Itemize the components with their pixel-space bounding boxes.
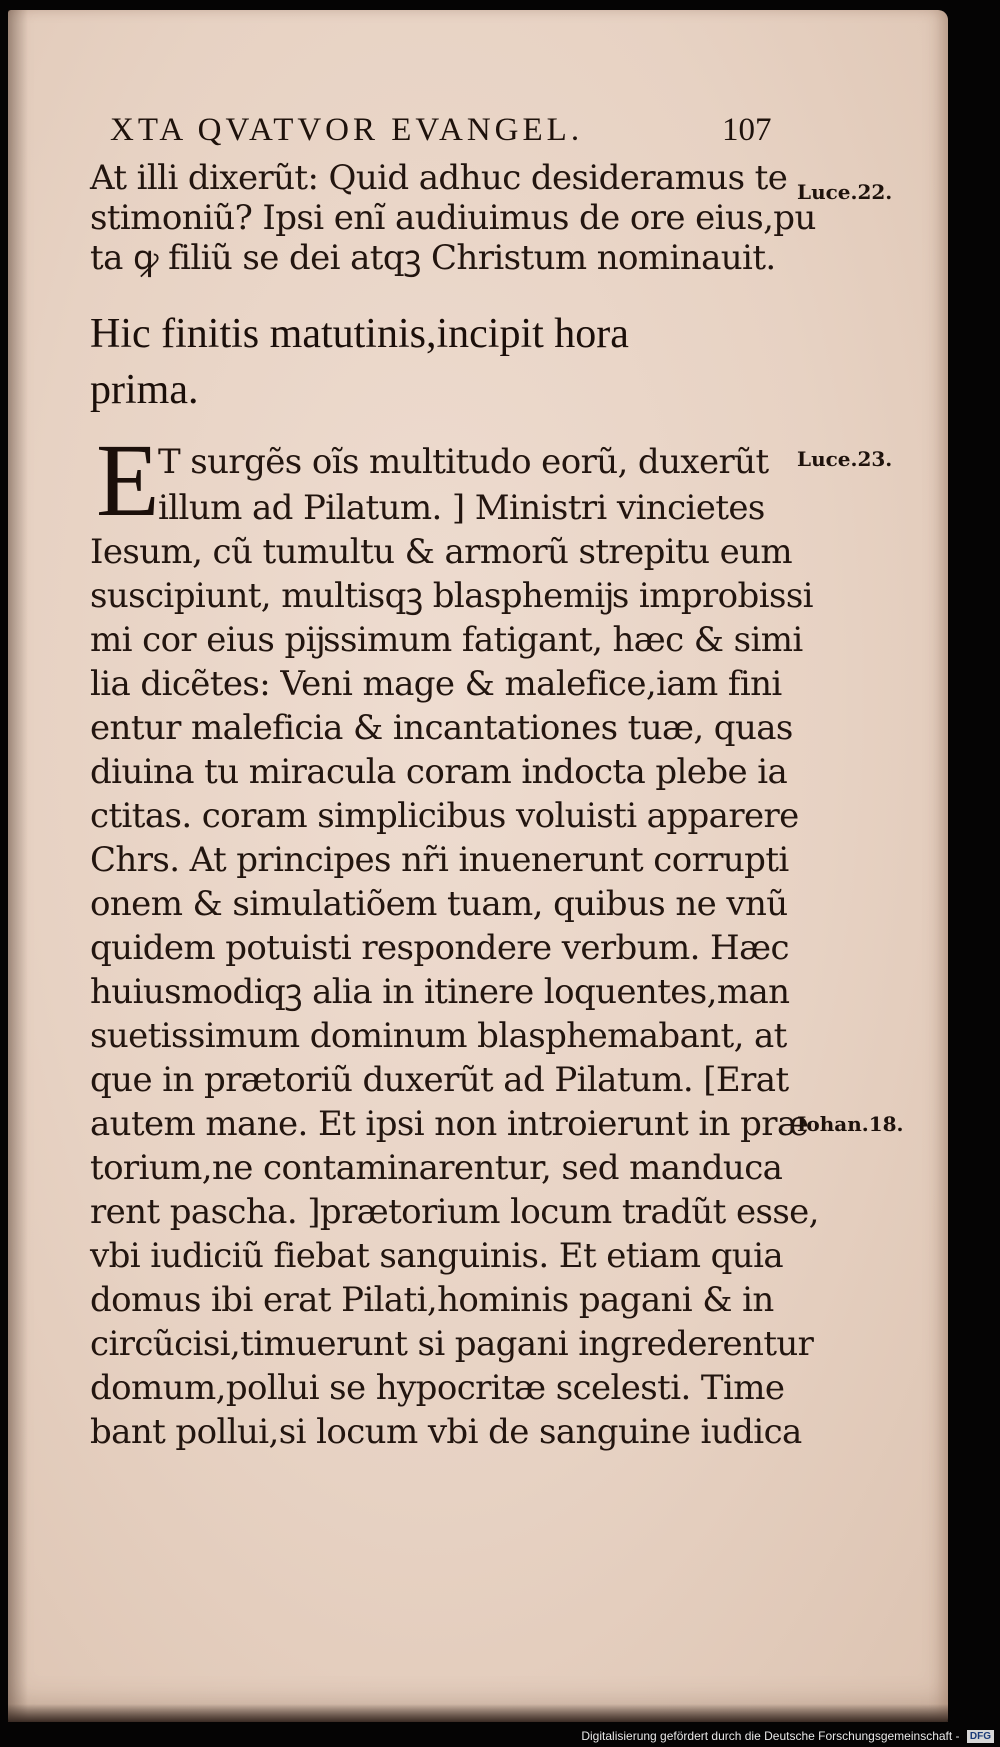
text-line: domum,pollui se hypocritæ scelesti. Time [90, 1368, 785, 1408]
text-line: huiusmodiqꝫ alia in itinere loquentes,man [90, 972, 790, 1012]
spine-shadow [8, 10, 28, 1722]
text-line: domus ibi erat Pilati,hominis pagani & in [90, 1280, 774, 1320]
running-head-title: XTA QVATVOR EVANGEL. [110, 112, 584, 148]
text-line: vbi iudiciũ fiebat sanguinis. Et etiam quia [90, 1236, 784, 1276]
section-heading-line-2: prima. [90, 367, 199, 413]
text-line: suetissimum dominum blasphemabant, at [90, 1016, 787, 1056]
text-line: ta ꝙ filiũ se dei atqꝫ Christum nominauit. [90, 238, 776, 278]
text-line: diuina tu miracula coram indocta plebe ia [90, 752, 788, 792]
text-line: torium,ne contaminarentur, sed manduca [90, 1148, 783, 1188]
running-head [110, 112, 772, 149]
text-line: bant pollui,si locum vbi de sanguine iudica [90, 1412, 802, 1452]
text-line: Iesum, cũ tumultu & armorũ strepitu eum [90, 532, 793, 572]
text-line: illum ad Pilatum. ] Ministri vincietes [158, 488, 765, 528]
dfg-logo: DFG [967, 1730, 994, 1743]
text-line: ctitas. coram simplicibus voluisti apparere [90, 796, 799, 836]
text-line: autem mane. Et ipsi non introierunt in præ [90, 1104, 809, 1144]
page-bottom-edge [8, 1704, 948, 1722]
text-line: At illi dixerũt: Quid adhuc desideramus te [90, 158, 788, 198]
drop-cap-initial: E [96, 423, 160, 538]
text-line: lia dicẽtes: Veni mage & malefice,iam fini [90, 664, 782, 704]
text-line-opening: T surgẽs oĩs multitudo eorũ, duxerũt [158, 442, 769, 482]
text-line: quidem potuisti respondere verbum. Hæc [90, 928, 789, 968]
page-number: 107 [722, 112, 772, 148]
margin-note-luke-23: Luce.23. [797, 447, 893, 471]
section-heading-line-1: Hic finitis matutinis,incipit hora [90, 311, 629, 357]
text-line: onem & simulatiõem tuam, quibus ne vnũ [90, 884, 788, 924]
margin-note-john-18: Iohan.18. [797, 1112, 904, 1136]
text-line: rent pascha. ]prætorium locum tradũt esse, [90, 1192, 819, 1232]
credit-text: Digitalisierung gefördert durch die Deutsche Forschungsgemeinschaft - [581, 1728, 960, 1743]
text-line: suscipiunt, multisqꝫ blasphemĳs improbissi [90, 576, 813, 616]
text-line: stimoniũ? Ipsi enĩ audiuimus de ore eius,pu [90, 198, 816, 238]
digitization-credit [581, 1729, 994, 1743]
text-line: mi cor eius pĳssimum fatigant, hæc & simi [90, 620, 803, 660]
text-line: entur maleficia & incantationes tuæ, quas [90, 708, 793, 748]
text-line: Chrs. At principes nr̃i inuenerunt corrupti [90, 840, 789, 880]
text-line: que in prætoriũ duxerũt ad Pilatum. [Erat [90, 1060, 789, 1100]
margin-note-luke-22: Luce.22. [797, 180, 893, 204]
text-line: circũcisi,timuerunt si pagani ingrederentur [90, 1324, 814, 1364]
